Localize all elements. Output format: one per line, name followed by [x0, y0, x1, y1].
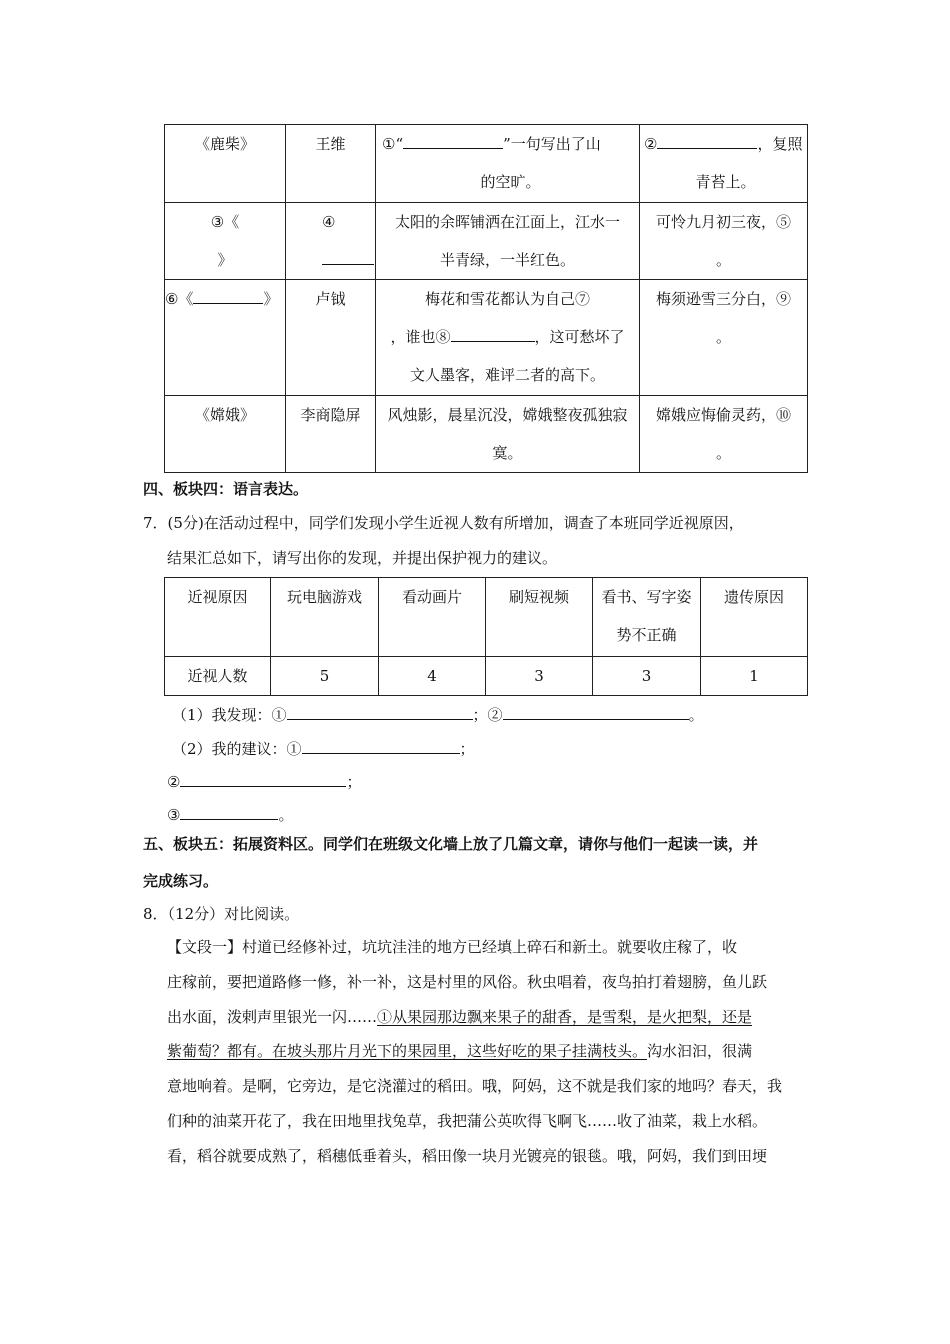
blank-field[interactable] [403, 130, 503, 149]
passage-line: 们种的油菜开花了，我在田地里找兔草，我把蒲公英吹得飞啊飞……收了油菜，栽上水稻。 [167, 1112, 768, 1130]
passage-line: 意地响着。是啊，它旁边，是它浇灌过的稻田。哦，阿妈，这不就是我们家的地吗？春天，我 [167, 1077, 783, 1095]
blank-field[interactable] [322, 246, 374, 265]
answer-line: （1）我发现：① ；② 。 [172, 701, 704, 725]
passage-line: 【文段一】村道已经修补过，坑坑洼洼的地方已经填上碎石和新土。就要收庄稼了，收 [167, 938, 738, 956]
poem-line: 嫦娥应悔偷灵药，⑩ 。 [640, 396, 808, 473]
poem-description: 风烛影，晨星沉没，嫦娥整夜孤独寂 寞。 [376, 396, 640, 473]
answer-line: （2）我的建议：① ； [172, 735, 475, 759]
poem-line: 可怜九月初三夜，⑤ 。 [640, 203, 808, 280]
poem-title: ⑥《 》 [165, 280, 286, 396]
poem-description: ①“ ”一句写出了山 的空旷。 [376, 125, 640, 203]
table-cell: 3 [593, 657, 701, 696]
table-header: 近视人数 [165, 657, 271, 696]
answer-line: ② ； [167, 768, 361, 792]
poem-line: 梅须逊雪三分白，⑨ 。 [640, 280, 808, 396]
blank-field[interactable] [451, 323, 535, 342]
table-cell: 1 [701, 657, 808, 696]
answer-line: ③ 。 [167, 801, 293, 825]
table-header: 近视原因 [165, 578, 271, 657]
poem-description: 梅花和雪花都认为自己⑦ ，谁也⑧ ，这可愁坏了 文人墨客，难评二者的高下。 [376, 280, 640, 396]
table-cell: 遗传原因 [701, 578, 808, 657]
passage-line: 看，稻谷就要成熟了，稻穗低垂着头，稻田像一块月光镀亮的银毯。哦，阿妈，我们到田埂 [167, 1147, 768, 1165]
table-cell: 4 [379, 657, 486, 696]
poem-title: 《嫦娥》 [165, 396, 286, 473]
poem-author: 王维 [286, 125, 376, 203]
answer-blank[interactable] [180, 801, 278, 820]
question-text: 7．(5分)在活动过程中，同学们发现小学生近视人数有所增加，调查了本班同学近视原因， [143, 514, 744, 532]
answer-blank[interactable] [302, 735, 460, 754]
passage-line: 庄稼前，要把道路修一修，补一补，这是村里的风俗。秋虫唱着，夜鸟拍打着翅膀，鱼儿跃 [167, 973, 768, 991]
table-cell: 玩电脑游戏 [271, 578, 379, 657]
table-cell: 看书、写字姿 势不正确 [593, 578, 701, 657]
blank-field[interactable] [193, 285, 263, 304]
poem-title: 《鹿柴》 [165, 125, 286, 203]
answer-blank[interactable] [287, 701, 473, 720]
question-title: 8．（12分）对比阅读。 [143, 905, 300, 923]
underlined-sentence: 紫葡萄？都有。在坡头那片月光下的果园里，这些好吃的果子挂满枝头。 [167, 1042, 648, 1060]
section-heading: 五、板块五：拓展资料区。同学们在班级文化墙上放了几篇文章，请你与他们一起读一读，并 [143, 835, 759, 853]
passage-line: 紫葡萄？都有。在坡头那片月光下的果园里，这些好吃的果子挂满枝头。沟水汩汩，很满 [167, 1042, 753, 1060]
poem-author: 李商隐屏 [286, 396, 376, 473]
question-text: 结果汇总如下，请写出你的发现，并提出保护视力的建议。 [167, 549, 558, 567]
section-heading: 完成练习。 [143, 872, 219, 890]
passage-line: 出水面，泼剌声里银光一闪……①从果园那边飘来果子的甜香，是雪梨，是火把梨，还是 [167, 1008, 753, 1026]
table-cell: 刷短视频 [486, 578, 593, 657]
answer-blank[interactable] [503, 701, 689, 720]
myopia-table [164, 577, 808, 696]
table-cell: 看动画片 [379, 578, 486, 657]
section-heading: 四、板块四：语言表达。 [143, 480, 309, 498]
poem-description: 太阳的余晖铺洒在江面上，江水一 半青绿，一半红色。 [376, 203, 640, 280]
table-cell: 3 [486, 657, 593, 696]
underlined-sentence: ①从果园那边飘来果子的甜香，是雪梨，是火把梨，还是 [377, 1008, 753, 1026]
answer-blank[interactable] [180, 768, 346, 787]
poem-table [164, 124, 808, 473]
poem-author: 卢钺 [286, 280, 376, 396]
table-cell: 5 [271, 657, 379, 696]
blank-field[interactable] [657, 130, 757, 149]
poem-title: ③《 》 [165, 203, 286, 280]
poem-author: ④ [286, 203, 376, 280]
poem-line: ② ，复照 青苔上。 [640, 125, 808, 203]
